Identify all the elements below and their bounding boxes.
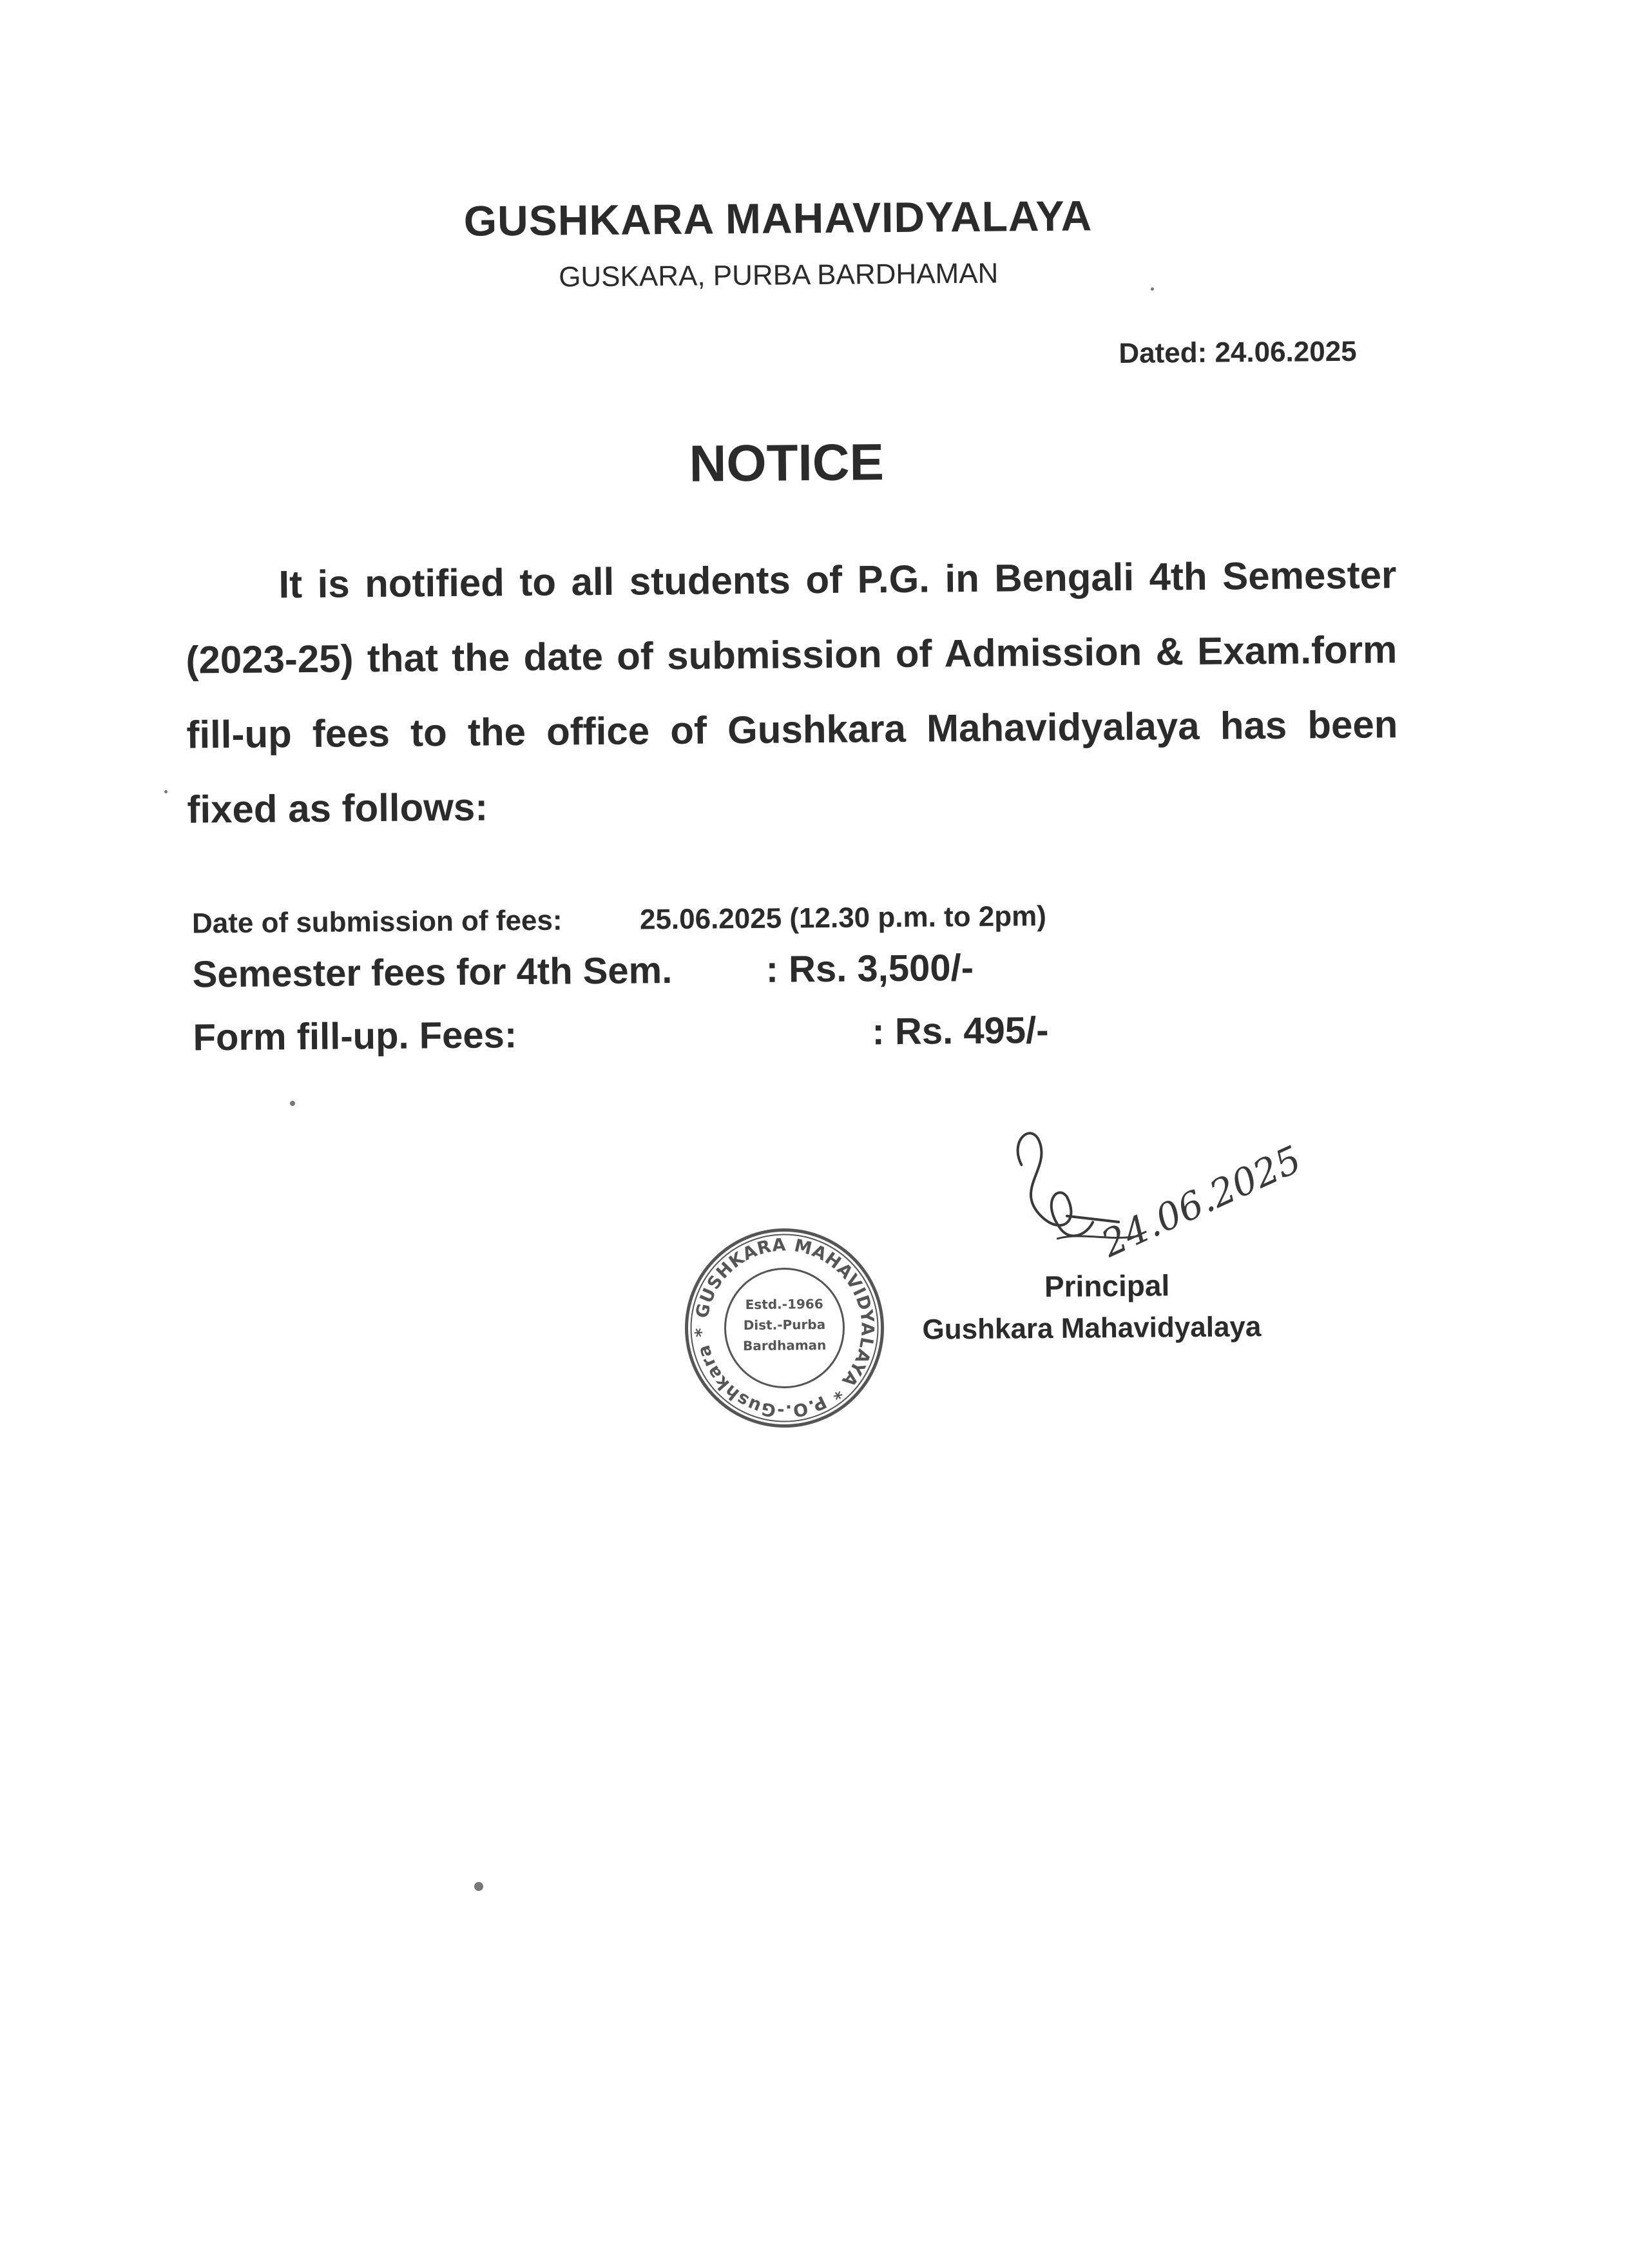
form-fee-row [193,1009,1049,1059]
scan-speck [474,1882,483,1891]
signature-date: 24.06.2025 [1095,1137,1307,1266]
form-fee-amount: : Rs. 495/- [872,1009,1049,1053]
notice-body: It is notified to all students of P.G. in Bengali 4th Semester (2023-25) that the date of submission of Admission & Exam.form fill-up fees to the office of Gushkara Mahavidyalaya has been fixed as follows: [186,553,1398,831]
college-name: GUSHKARA MAHAVIDYALAYA [463,191,1093,245]
submission-date-row [191,900,1047,940]
seal-ring-text: GUSHKARA MAHAVIDYALAYA * P.O.-Gushkara * [691,1235,878,1421]
college-seal [680,1224,889,1432]
notice-title: NOTICE [689,433,885,492]
college-address: GUSKARA, PURBA BARDHAMAN [558,257,999,293]
notice-date: Dated: 24.06.2025 [1119,335,1357,369]
seal-drawing [680,1224,889,1432]
semester-fee-row [192,946,974,996]
principal-signature [995,1117,1306,1294]
scan-speck [1151,287,1154,291]
principal-organization: Gushkara Mahavidyalaya [922,1311,1262,1346]
seal-line-3: Bardhaman [743,1337,827,1354]
semester-fee-amount: : Rs. 3,500/- [765,946,974,991]
scan-speck [164,790,168,793]
signature-drawing [995,1117,1306,1294]
seal-line-1: Estd.-1966 [745,1296,823,1313]
principal-title: Principal [1044,1268,1170,1304]
seal-line-2: Dist.-Purba [743,1316,826,1333]
scan-speck [290,1101,295,1106]
semester-fee-label: Semester fees for 4th Sem. [192,949,673,996]
form-fee-label: Form fill-up. Fees: [193,1014,517,1059]
submission-date-label: Date of submission of fees: [191,904,562,940]
submission-date-value: 25.06.2025 (12.30 p.m. to 2pm) [639,900,1047,936]
